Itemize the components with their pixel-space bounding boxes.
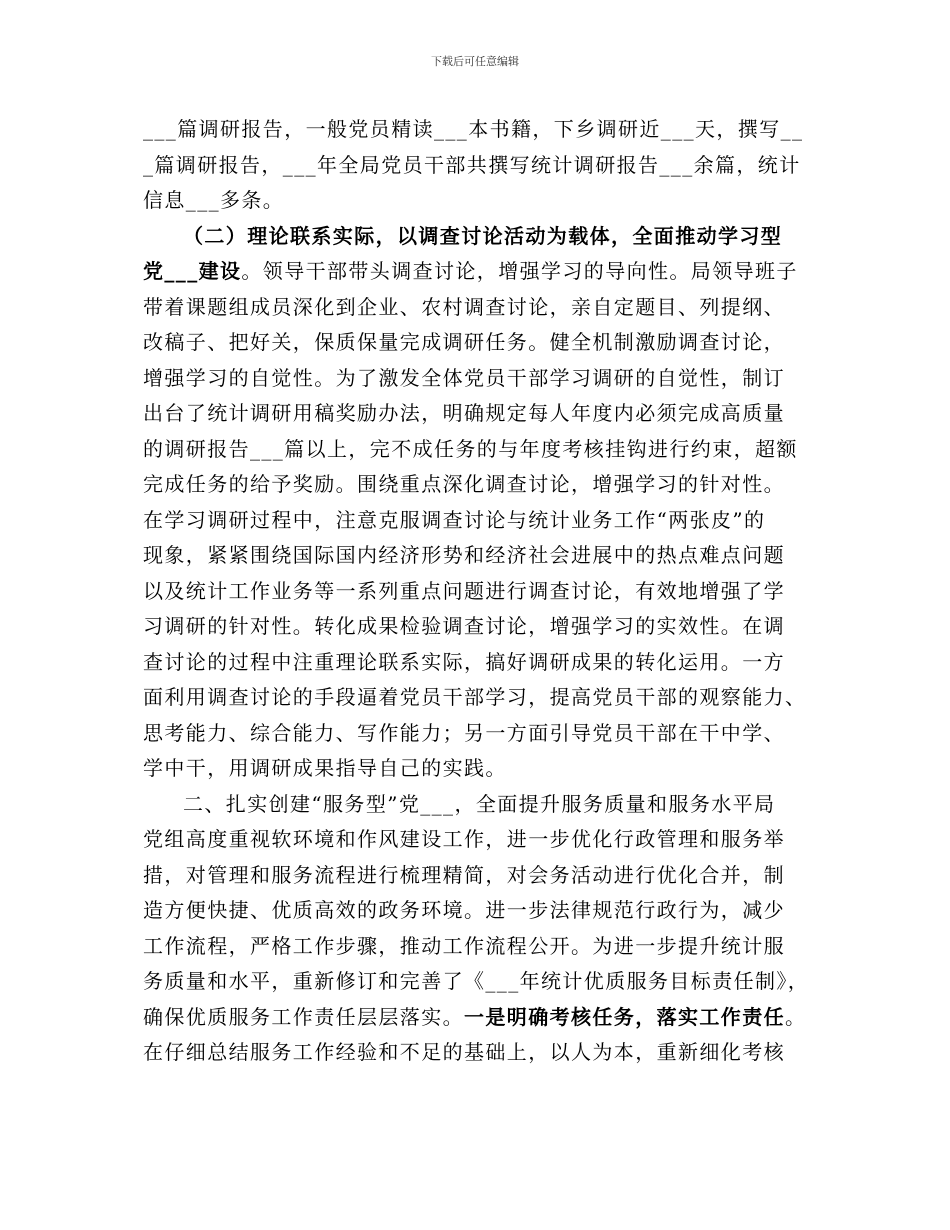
text-segment: 查讨论的过程中注重理论联系实际，搞好调研成果的转化运用。一方: [143, 649, 785, 674]
text-line: [143, 863, 785, 887]
text-line: [143, 898, 785, 922]
text-segment: 习调研的针对性。转化成果检验调查讨论，增强学习的实效性。在调: [143, 614, 785, 638]
bold-text-segment: （二）理论联系实际，以调查讨论活动为载体，全面推动学习型: [183, 223, 783, 248]
text-segment: 出台了统计调研用稿奖励办法，明确规定每人年度内必须完成高质量: [143, 401, 785, 425]
text-line: [143, 437, 798, 461]
text-segment: 。: [785, 1004, 807, 1029]
bold-text-segment: 一是明确考核任务，落实工作责任: [464, 1004, 785, 1029]
text-segment: 的调研报告___篇以上，完不成任务的与年度考核挂钩进行约束，超额: [143, 436, 798, 461]
text-line: [143, 117, 803, 141]
text-segment: ___篇调研报告，一般党员精读___本书籍，下乡调研近___天，撰写__: [143, 117, 804, 141]
text-line: [143, 579, 785, 603]
text-line: [143, 1005, 806, 1029]
text-segment: 。领导干部带头调查讨论，增强学习的导向性。局领导班子: [241, 259, 798, 283]
text-line: [143, 472, 785, 496]
text-segment: 党组高度重视软环境和作风建设工作，进一步优化行政管理和服务举: [143, 827, 785, 851]
text-line: [143, 188, 284, 212]
page-header: 下载后可任意编辑: [431, 55, 519, 68]
text-line: [143, 756, 507, 780]
text-line: [143, 614, 785, 638]
text-line: [143, 401, 785, 425]
text-line: [143, 934, 785, 958]
text-segment: 信息___多条。: [143, 188, 285, 212]
text-segment: 在仔细总结服务工作经验和不足的基础上，以人为本，重新细化考核: [143, 1040, 785, 1064]
text-line: [143, 969, 809, 993]
text-segment: 改稿子、把好关，保质保量完成调研任务。健全机制激励调查讨论，: [143, 330, 785, 354]
text-segment: 确保优质服务工作责任层层落实。: [143, 1004, 464, 1029]
text-line: [143, 685, 806, 709]
text-line: [143, 1040, 785, 1064]
text-segment: _篇调研报告，___年全局党员干部共撰写统计调研报告___余篇，统计: [143, 152, 801, 177]
text-segment: 带着课题组成员深化到企业、农村调查讨论，亲自定题目、列提纲、: [143, 294, 785, 319]
text-line: [183, 792, 775, 816]
text-line: [143, 543, 785, 567]
text-segment: 完成任务的给予奖励。围绕重点深化调查讨论，增强学习的针对性。: [143, 472, 785, 496]
text-segment: 在学习调研过程中，注意克服调查讨论与统计业务工作“两张皮”的: [143, 507, 766, 532]
text-segment: 增强学习的自觉性。为了激发全体党员干部学习调研的自觉性，制订: [143, 365, 785, 390]
text-segment: 面利用调查讨论的手段逼着党员干部学习，提高党员干部的观察能力、: [143, 685, 807, 709]
text-line: [143, 827, 785, 851]
text-segment: 二、扎实创建“服务型”党___，全面提升服务质量和服务水平局: [183, 791, 776, 816]
text-line: [143, 508, 765, 532]
text-segment: 现象，紧紧围绕国际国内经济形势和经济社会进展中的热点难点问题: [143, 543, 785, 567]
bold-text-segment: 党___建设: [143, 259, 242, 283]
text-line: [183, 224, 782, 248]
text-line: [143, 259, 798, 283]
text-segment: 造方便快捷、优质高效的政务环境。进一步法律规范行政行为，减少: [143, 898, 785, 922]
text-segment: 思考能力、综合能力、写作能力；另一方面引导党员干部在干中学、: [143, 720, 785, 745]
text-segment: 以及统计工作业务等一系列重点问题进行调查讨论，有效地增强了学: [143, 578, 785, 603]
text-segment: 措，对管理和服务流程进行梳理精简，对会务活动进行优化合并，制: [143, 862, 785, 887]
text-line: [143, 650, 785, 674]
text-line: [143, 330, 785, 354]
text-segment: 工作流程，严格工作步骤，推动工作流程公开。为进一步提升统计服: [143, 933, 785, 958]
text-segment: 务质量和水平，重新修订和完善了《___年统计优质服务目标责任制》，: [143, 969, 810, 993]
text-line: [143, 721, 785, 745]
text-line: [143, 295, 785, 319]
text-line: [143, 153, 801, 177]
text-line: [143, 366, 785, 390]
text-segment: 学中干，用调研成果指导自己的实践。: [143, 756, 507, 780]
